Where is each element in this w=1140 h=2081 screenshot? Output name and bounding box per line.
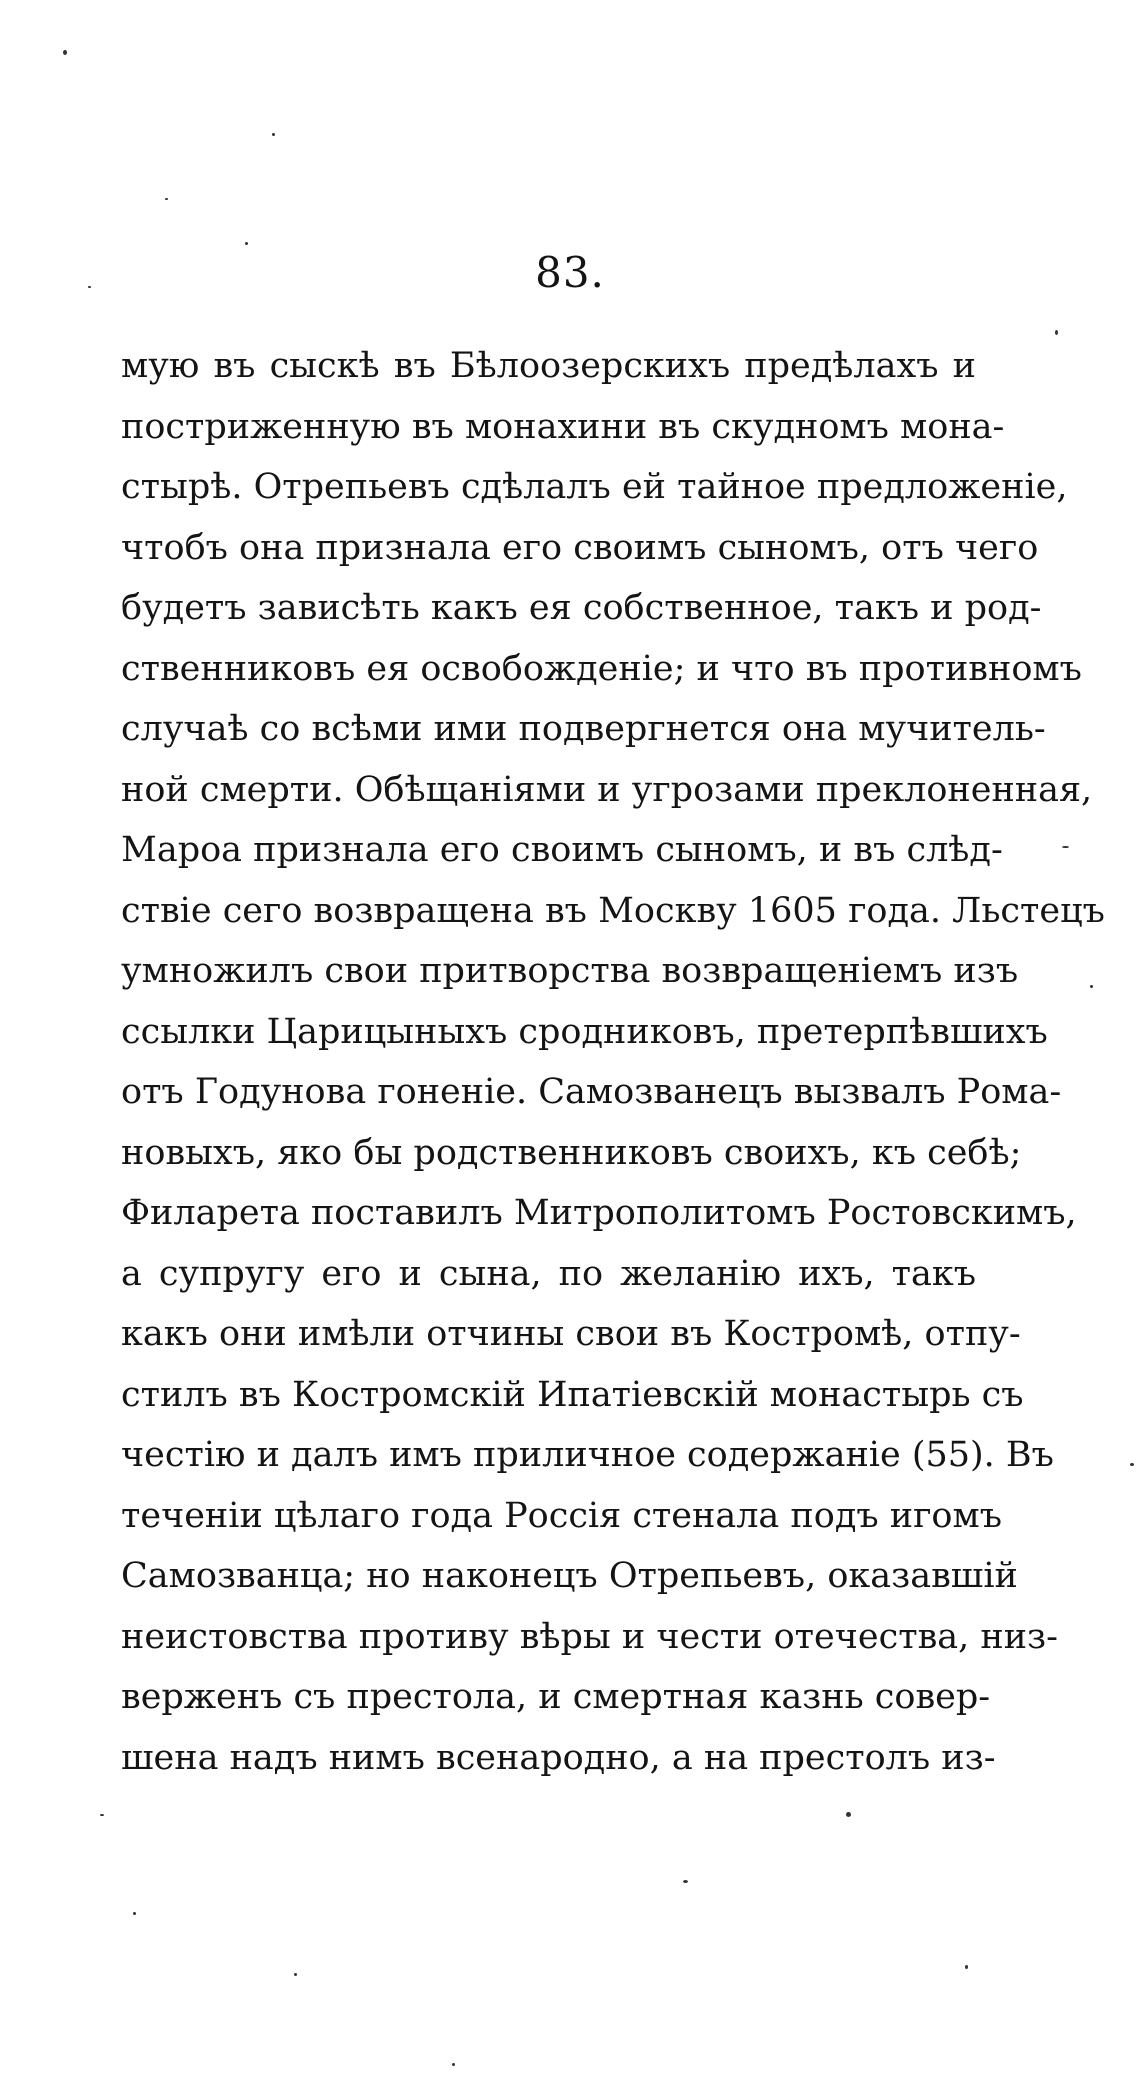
text-line: теченіи цѣлаго года Россія стенала подъ игомъ	[121, 1495, 1002, 1536]
text-line: верженъ съ престола, и смертная казнь совер-	[121, 1677, 991, 1717]
text-line: а супругу его и сына, по желанію ихъ, такъ	[121, 1253, 976, 1294]
text-line: новыхъ, яко бы родственниковъ своихъ, къ себѣ;	[121, 1132, 1022, 1173]
text-line: отъ Годунова гоненіе. Самозванецъ вызвалъ Рома-	[121, 1072, 1062, 1112]
text-line: чтобъ она признала его своимъ сыномъ, отъ чего	[121, 527, 1039, 568]
text-line: умножилъ свои притворства возвращеніемъ изъ	[121, 951, 1019, 991]
text-line: ствіе сего возвращена въ Москву 1605 года. Льстецъ	[121, 890, 1105, 931]
text-line: случаѣ со всѣми ими подвергнется она мучитель-	[121, 709, 1046, 749]
text-line: стырѣ. Отрепьевъ сдѣлалъ ей тайное предложеніе,	[121, 467, 1068, 507]
text-line: какъ они имѣли отчины свои въ Костромѣ, отпу-	[121, 1314, 1021, 1354]
text-line: стилъ въ Костромскій Ипатіевскій монастырь съ	[121, 1374, 1024, 1415]
text-line: шена надъ нимъ всенародно, а на престолъ из-	[121, 1737, 996, 1778]
text-line: ной смерти. Обѣщаніями и угрозами преклоненная,	[121, 769, 1093, 810]
text-line: будетъ зависѣть какъ ея собственное, такъ и род-	[121, 588, 1042, 628]
text-line: ственниковъ ея освобожденіе; и что въ противномъ	[121, 648, 1082, 689]
text-line: честію и далъ имъ приличное содержаніе (55). Въ	[121, 1435, 1054, 1475]
text-line: Мароа признала его своимъ сыномъ, и въ слѣд-	[121, 830, 1003, 870]
text-line: мую въ сыскѣ въ Бѣлоозерскихъ предѣлахъ и	[121, 346, 976, 386]
text-line: постриженную въ монахини въ скудномъ мона-	[121, 406, 1005, 447]
text-line: неистовства противу вѣры и чести отечества, низ-	[121, 1616, 1058, 1657]
body-text	[121, 336, 1105, 1788]
page-number: 83.	[535, 248, 605, 297]
text-line: Самозванца; но наконецъ Отрепьевъ, оказавшій	[121, 1556, 1018, 1596]
text-line: ссылки Царицыныхъ сродниковъ, претерпѣвшихъ	[121, 1011, 1048, 1052]
text-line: Филарета поставилъ Митрополитомъ Ростовскимъ,	[121, 1193, 1077, 1233]
